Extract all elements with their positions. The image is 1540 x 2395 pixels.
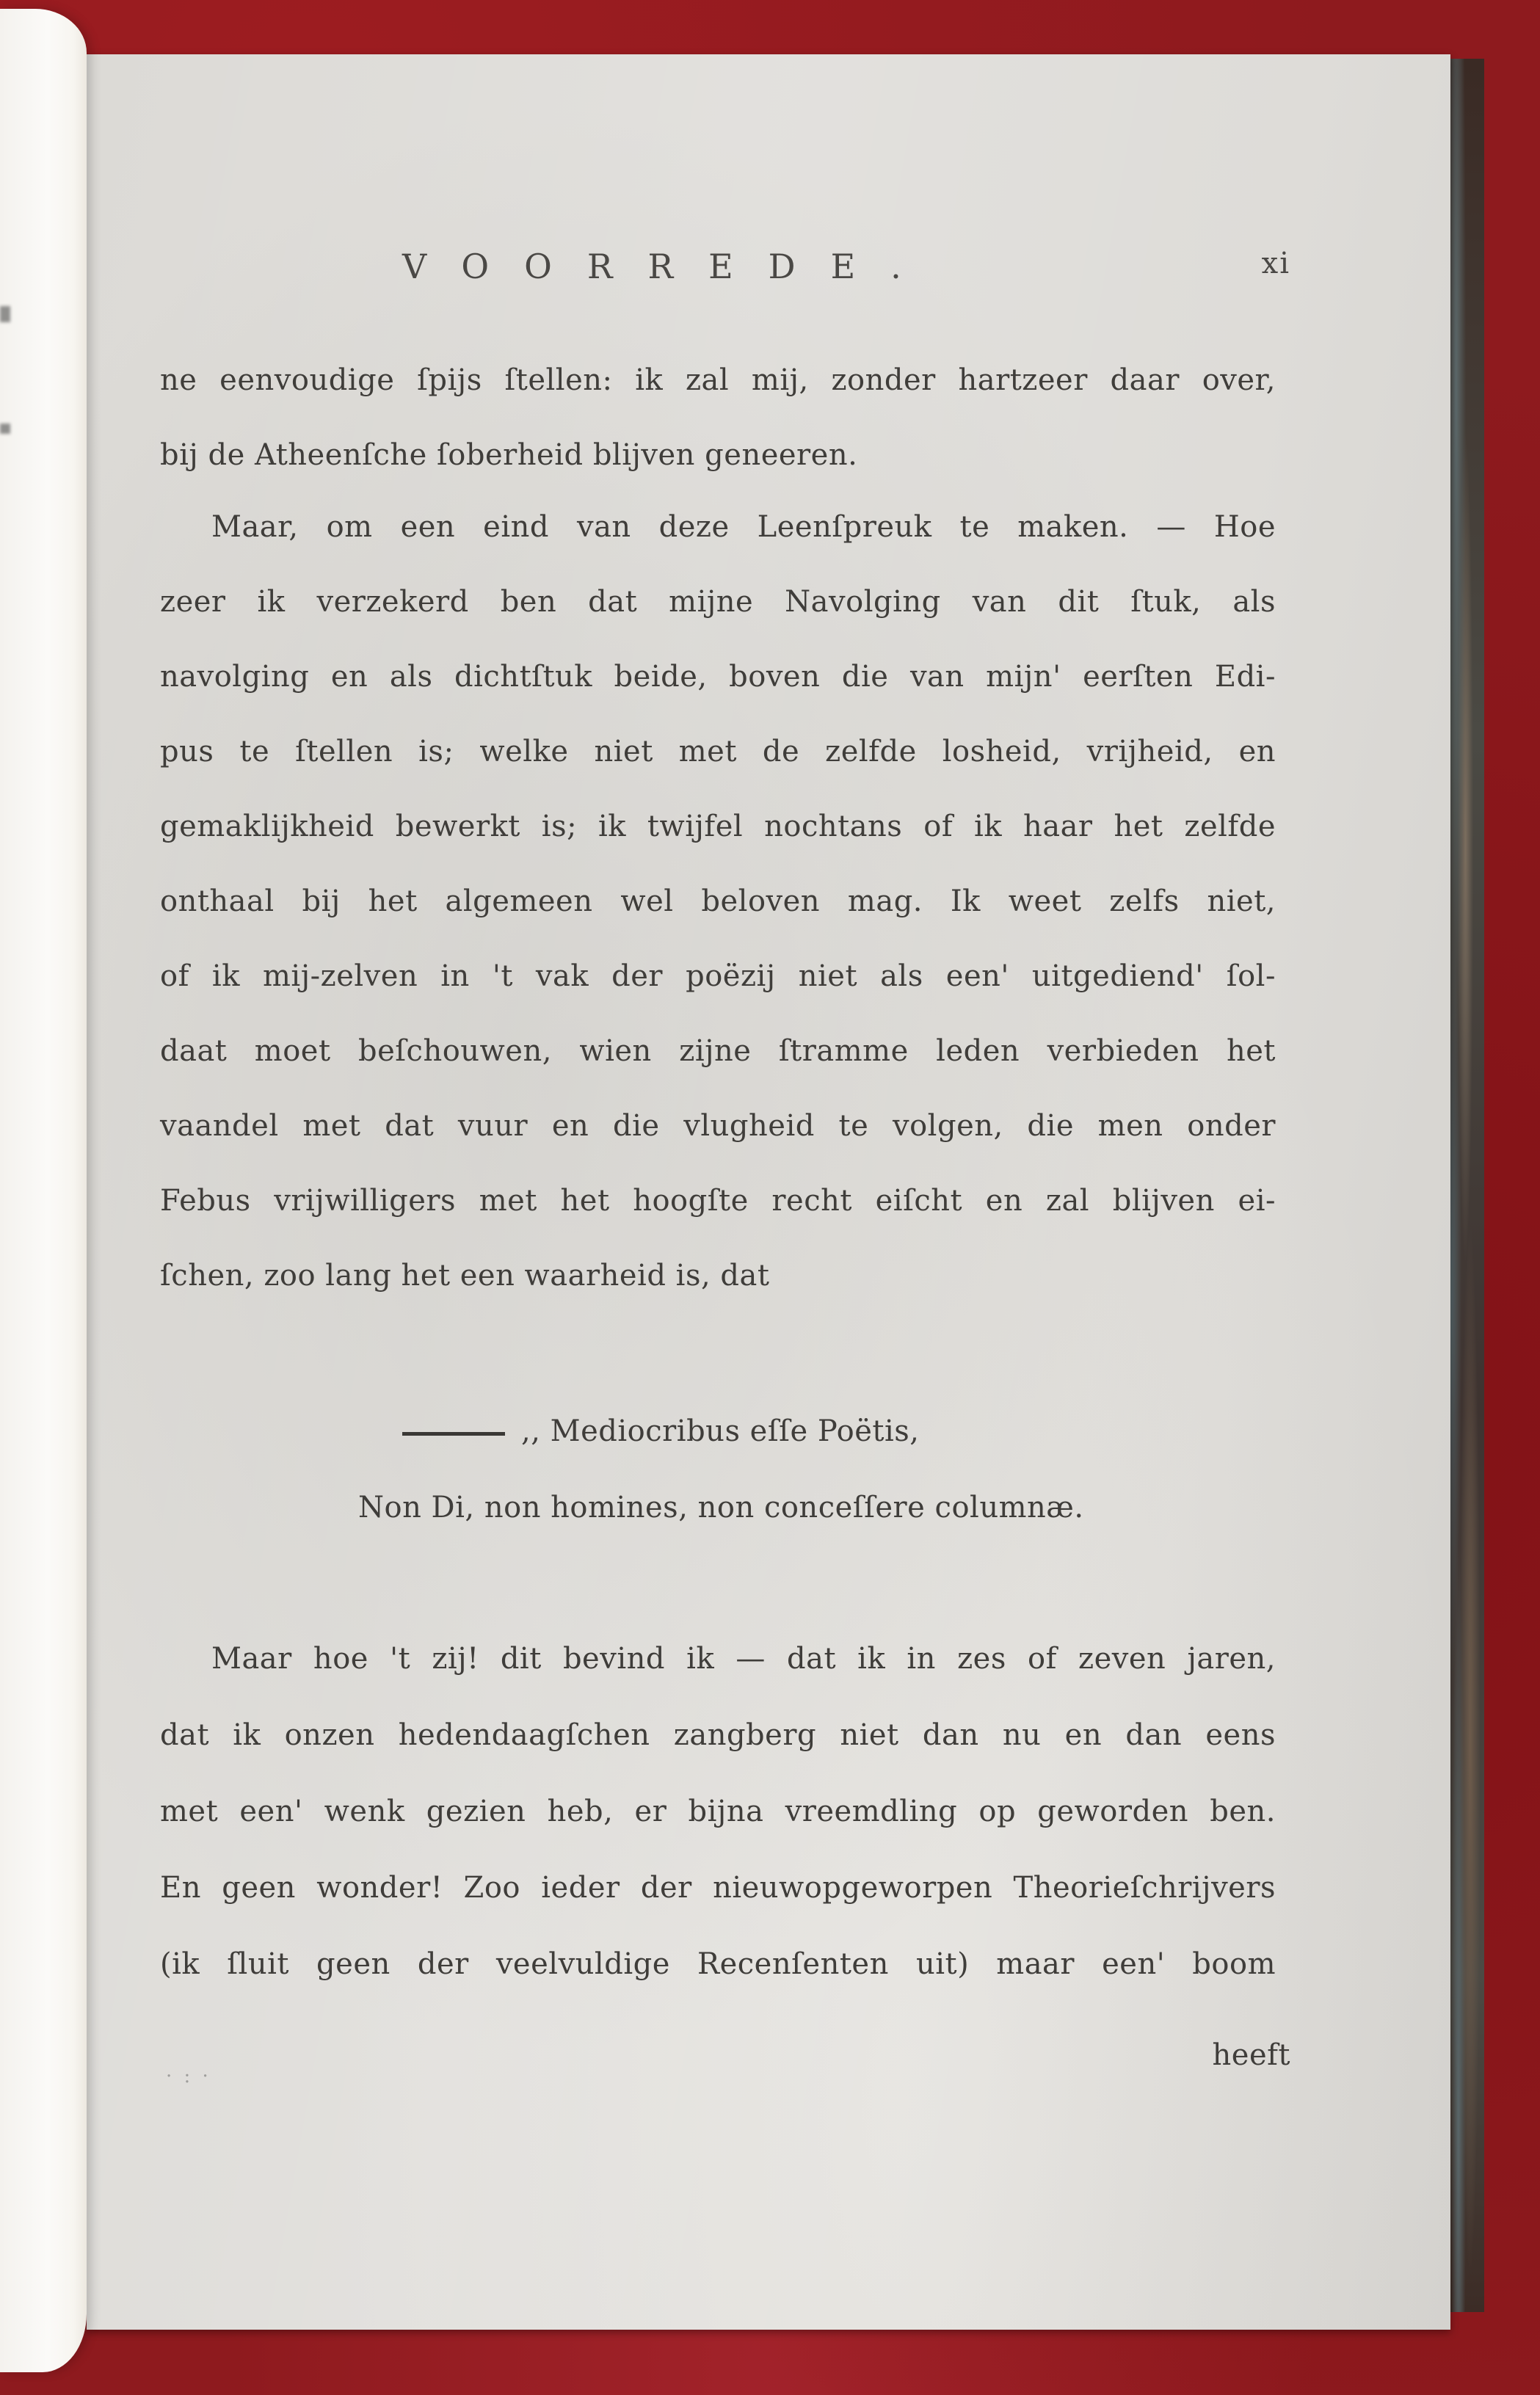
- facing-page-edge: [0, 9, 87, 2372]
- text-line: Febus vrijwilligers met het hoogſte recht eiſcht en zal blijven ei-: [160, 1184, 1276, 1218]
- text-line: of ik mij-zelven in 't vak der poëzij niet als een' uitgediend' ſol-: [160, 959, 1276, 993]
- text-line: (ik ſluit geen der veelvuldige Recenſenten uit) maar een' boom: [160, 1947, 1276, 1981]
- text-line: ſchen, zoo lang het een waarheid is, dat: [160, 1259, 770, 1293]
- page-number: xi: [1261, 247, 1290, 280]
- text-line: met een' wenk gezien heb, er bijna vreemdling op geworden ben.: [160, 1795, 1276, 1828]
- text-line: daat moet beſchouwen, wien zijne ſtramme leden verbieden het: [160, 1034, 1276, 1068]
- text-line: navolging en als dichtſtuk beide, boven die van mijn' eerſten Edi-: [160, 660, 1276, 694]
- quotation-text: ,, Mediocribus eſſe Poëtis,: [521, 1414, 920, 1448]
- text-line: onthaal bij het algemeen wel beloven mag. Ik weet zelfs niet,: [160, 884, 1276, 918]
- text-line: dat ik onzen hedendaagſchen zangberg niet dan nu en dan eens: [160, 1718, 1276, 1752]
- quotation-line-1: [402, 1412, 920, 1450]
- text-line: zeer ik verzekerd ben dat mijne Navolging van dit ſtuk, als: [160, 585, 1276, 619]
- text-line: Maar, om een eind van deze Leenſpreuk te maken. — Hoe: [211, 510, 1276, 544]
- show-through-mark: [0, 424, 10, 434]
- quotation-line-2: Non Di, non homines, non conceſſere columnæ.: [358, 1491, 1084, 1524]
- show-through-mark: [0, 306, 10, 322]
- em-rule: [402, 1432, 505, 1436]
- text-line: pus te ſtellen is; welke niet met de zelfde losheid, vrijheid, en: [160, 735, 1276, 768]
- running-head-title: VOORREDE.: [402, 247, 937, 286]
- book-page: [87, 54, 1450, 2330]
- text-line: Maar hoe 't zij! dit bevind ik — dat ik in zes of zeven jaren,: [211, 1642, 1276, 1676]
- paper-specks: · : ·: [166, 2065, 211, 2087]
- running-head: [402, 247, 1290, 291]
- text-line: bij de Atheenſche ſoberheid blijven geneeren.: [160, 438, 858, 472]
- text-line: vaandel met dat vuur en die vlugheid te volgen, die men onder: [160, 1109, 1276, 1143]
- text-line: ne eenvoudige ſpijs ſtellen: ik zal mij, zonder hartzeer daar over,: [160, 363, 1276, 397]
- catchword: heeft: [1212, 2038, 1290, 2072]
- text-line: En geen wonder! Zoo ieder der nieuwopgeworpen Theorieſchrijvers: [160, 1871, 1276, 1905]
- text-line: gemaklijkheid bewerkt is; ik twijfel nochtans of ik haar het zelfde: [160, 810, 1276, 843]
